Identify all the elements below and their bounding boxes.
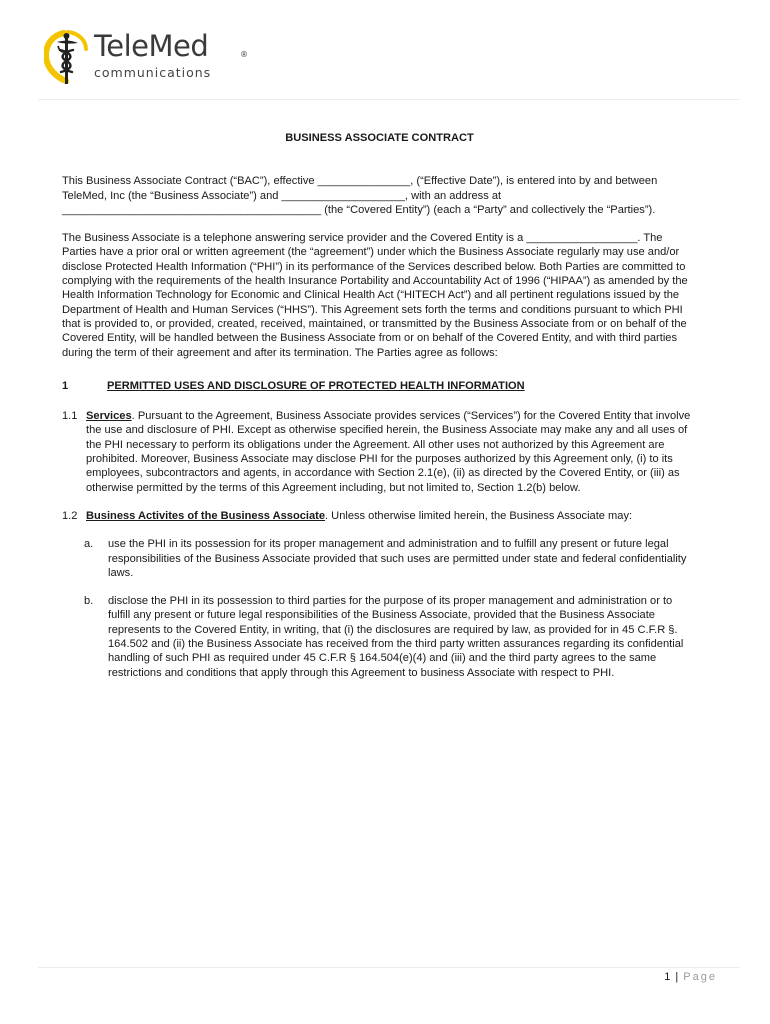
caduceus-icon — [44, 30, 92, 88]
document-title: BUSINESS ASSOCIATE CONTRACT — [285, 132, 474, 144]
telemed-logo — [44, 30, 274, 92]
page-number: 1 — [664, 971, 671, 983]
clause-1-2 — [62, 509, 697, 523]
footer-divider — [38, 967, 740, 968]
clause-heading: Business Activites of the Business Associate — [86, 509, 326, 522]
clause-1-1 — [62, 409, 697, 495]
clause-number: 1.1 — [62, 410, 78, 423]
list-item-text: disclose the PHI in its possession to third parties for the purpose of its proper management and administration or to fulfill any present or future legal responsibilities of the Business Associate, provided that the Business Associate represents to the Covered Entity, in writing, that (i) the disclosures are required by law, as provided for in 45 C.F.R §. 164.502 and (ii) the Business Associate has received from the third party written assurances regarding its confidential handling of such PHI as required under 45 C.F.R § 164.504(e)(4) and (iii) and the third party agrees to the same restrictions and conditions that apply through this Agreement to business Associate with respect to PHI. — [108, 595, 684, 679]
section-number: 1 — [62, 379, 69, 392]
section-title: PERMITTED USES AND DISCLOSURE OF PROTECTED HEALTH INFORMATION — [107, 379, 525, 392]
list-marker: a. — [84, 538, 94, 551]
list-item-text: use the PHI in its possession for its proper management and administration and to fulfill any present or future legal responsibilities of the Business Associate provided that such uses are permitted under state and federal confidentiality laws. — [108, 538, 687, 579]
document-body — [62, 131, 697, 694]
intro-paragraph: This Business Associate Contract (“BAC”), effective _______________, (“Effective Date”), is entered into by and between TeleMed, Inc (the “Business Associate”) and ____________________, with an address at __________________________________________ (the “Covered Entity”) (each a “Party” and collectively the “Parties”). — [62, 175, 658, 216]
footer-separator: | — [675, 971, 679, 983]
clause-number: 1.2 — [62, 509, 78, 522]
clause-text: . Pursuant to the Agreement, Business Associate provides services (“Services”) for the Covered Entity that involve the use and disclosure of PHI. Except as otherwise specified herein, the Business Associate may make any and all uses of the PHI necessary to perform its obligations under the Agreement. All other uses not authorized by this Agreement are prohibited. Moreover, Business Associate may disclose PHI for the purposes authorized by this Agreement only, (i) to its employees, subcontractors and agents, in accordance with Section 2.1(e), (ii) as directed by the Covered Entity, or (iii) as otherwise permitted by the terms of this Agreement including, but not limited to, Section 1.2(b) below. — [86, 410, 691, 494]
list-item-b — [62, 594, 697, 680]
registered-mark: ® — [240, 50, 248, 59]
page-label: Page — [683, 971, 717, 983]
header-divider — [38, 99, 740, 100]
logo-wordmark: TeleMed — [94, 29, 209, 63]
background-paragraph: The Business Associate is a telephone answering service provider and the Covered Entity is a __________________. The Parties have a prior oral or written agreement (the “agreement”) under which the Business Associate regularly may use and/or disclose Protected Health Information (“PHI”) in its performance of the Services described below. Both Parties are committed to complying with the requirements of the health Insurance Portability and Accountability Act of 1996 (“HIPAA”) as amended by the Health Information Technology for Economic and Clinical Health Act (“HITECH Act”) and all pertinent regulations issued by the Department of Health and Human Services (“HHS”). This Agreement sets forth the terms and conditions pursuant to which PHI that is provided to, or provided, created, received, maintained, or transmitted by the Business Associate from or on behalf of the Covered Entity, will be handled between the Business Associate from or on behalf of the Covered Entity, and with third parties during the term of their agreement and after its termination. The Parties agree as follows: — [62, 232, 688, 359]
clause-text: . Unless otherwise limited herein, the Business Associate may: — [325, 509, 633, 522]
list-item-a — [62, 537, 697, 580]
list-marker: b. — [84, 595, 94, 608]
logo-tagline: communications — [94, 65, 212, 80]
page-footer — [664, 971, 717, 983]
section-1-heading — [62, 379, 697, 393]
clause-heading: Services — [86, 410, 132, 423]
